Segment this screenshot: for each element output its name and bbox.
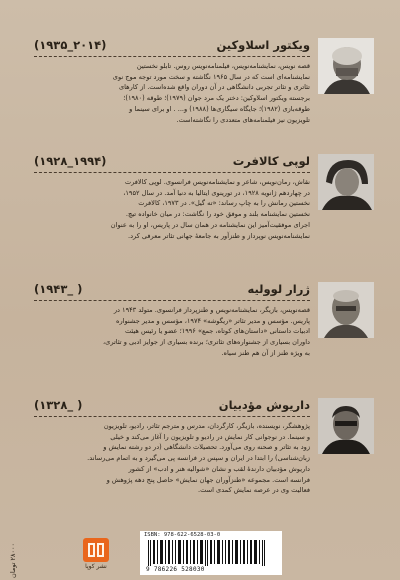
author-name: داریوش مؤدبیان [218,398,310,412]
price-text: ۲۸۰۰۰ تومان [9,543,17,578]
barcode [140,531,282,575]
author-years: (۱۹۳۵_۲۰۱۴) [34,38,107,52]
barcode-bars [146,540,276,566]
entry-header [34,154,310,170]
author-photo [318,38,374,94]
price [6,543,18,578]
author-photo [318,154,374,210]
author-photo [318,282,374,338]
author-name: ویکتور اسلاوکین [216,38,310,52]
author-bio: قصه‌نویس، بازیگر، نمایشنامه‌نویس و طنزپرداز فرانسوی. متولد ۱۹۴۳ در پاریس. مؤسس و مدیر تئاتر «ریگوشه» ۱۹۷۴، مؤسس و مدیر جشنواره ادبیات داستانی «داستان‌های کوتاه، جمع» ۱۹۹۶؛ عضو یا رئیس هیئت داوران بسیاری از جشنواره‌های تئاتری؛ برنده بسیاری از جوایز ادبی و تئاتری، به ویژه طنز از آن هم طنز سیاه. [103,306,310,357]
isbn-text: ISBN: 978-622-6528-03-0 [144,532,221,538]
publisher-logo [82,537,110,573]
author-years: (۱۹۴۳_ ) [34,282,83,296]
publisher-name: نشر کوپا [85,563,107,570]
entry-header [34,38,310,54]
author-name: ژرار لوولیه [247,282,310,296]
author-name: لوپی کالافرت [232,154,310,168]
entry-header [34,398,310,414]
author-years: (۱۹۲۸_۱۹۹۴) [34,154,107,168]
dashed-divider [34,56,310,57]
dashed-divider [34,300,310,301]
author-bio: پژوهشگر، نویسنده، بازیگر، کارگردان، مدرس و مترجم تئاتر، رادیو، تلویزیون و سینما. در نوجوانی کار نمایش در رادیو و تلویزیون را آغاز می‌کند و خیلی زود به تئاتر و صحنه روی می‌آورد. تحصیلات دانشگاهی (در دو رشته نمایش و زبان‌شناسی) را ابتدا در ایران و سپس در فرانسه پی می‌گیرد و به اتمام می‌رساند. داریوش مؤدبیان دارندهٔ لقب و نشان «شوالیه هنر و ادب» از کشور فرانسه است. مجموعه «طنزآوران جهان نمایش» حاصل پنج دهه پژوهش و فعالیت وی در عرصه نمایش کمدی است. [87,422,310,495]
dashed-divider [34,416,310,417]
publisher-logo-icon [82,537,110,563]
barcode-digits: 9 786226 528030 [146,566,205,573]
author-years: (۱۳۲۸_ ) [34,398,83,412]
author-photo [318,398,374,454]
author-bio: نقاش، رمان‌نویس، شاعر و نمایشنامه‌نویس فرانسوی. لوپی کالافرت در چهاردهم ژانویه ۱۹۲۸، در تورینوی ایتالیا به دنیا آمد. در سال ۱۹۵۲، نخستین رمانش را به چاپ رساند: «ته گیل». در ۱۹۷۳، کالافرت نخستین نمایشنامه بلند و موفق خود را نگاشت: در میان خانواده تیچ. اجرای موفقیت‌آمیز این نمایشنامه در همان سال در پاریس، او را به عنوان نمایشنامه‌نویس نوپرداز و طنزآور به جامعهٔ جهانی تئاتر معرفی کرد. [110,178,310,240]
dashed-divider [34,172,310,173]
author-bio: قصه نویس، نمایشنامه‌نویس، فیلمنامه‌نویس روس. تابلو نخستین نمایشنامه‌ای است که در سال ۱۹۶۵ نگاشته و سخت مورد توجه موج نوی تئاتری و تئاتر تجربی دانشگاهی در آن دوران واقع شده‌است. از کارهای برجسته ویکتور اسلاوکین: دختر یک مرد جوان (۱۹۷۹)؛ طوقه (۱۹۸۰)؛ طوقه‌بازی (۱۹۸۲)؛ جایگاه سیگاری‌ها (۱۹۸۸) و... . او برای سینما و تلویزیون نیز فیلمنامه‌های متعددی را نگاشته‌است. [112,62,310,124]
entry-header [34,282,310,298]
